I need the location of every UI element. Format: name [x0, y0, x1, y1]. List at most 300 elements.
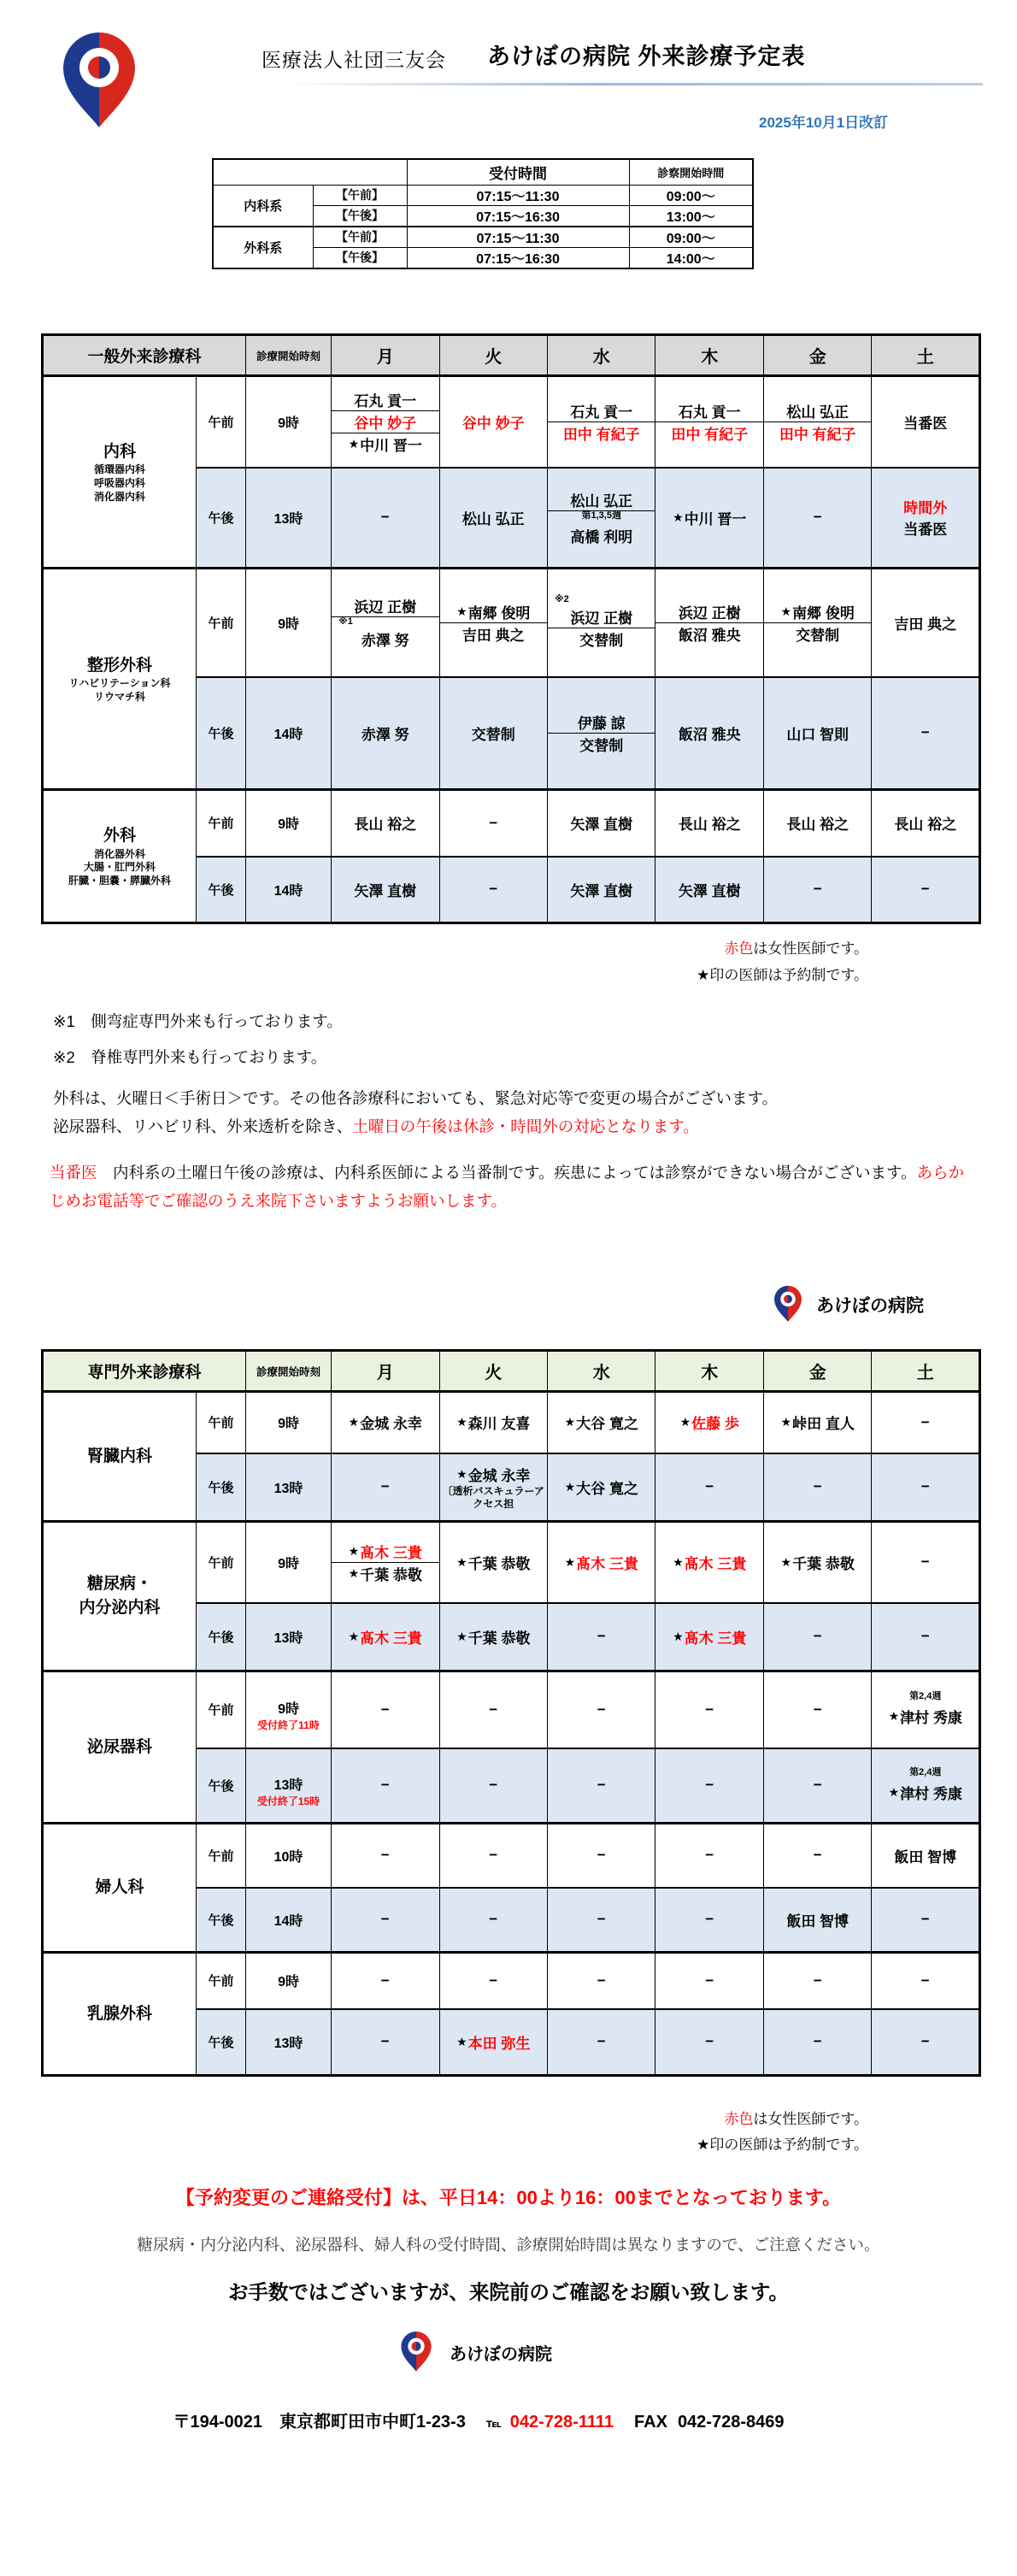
schedule-cell — [332, 1824, 439, 1888]
reservation-star-icon: ★ — [456, 604, 467, 618]
doctor-name — [440, 1464, 547, 1485]
notice-paragraph-2 — [50, 1158, 973, 1215]
reservation-star-icon: ★ — [348, 1415, 360, 1429]
hours-attention-note: 糖尿病・内分泌内科、泌尿器科、婦人科の受付時間、診療開始時間は異なりますので、ご注意ください。 — [137, 2236, 880, 2254]
reservation-star-icon: ★ — [456, 1554, 467, 1569]
cell-entry — [548, 1477, 655, 1498]
legend-reservation: ★印の医師は予約制です。 — [697, 2137, 868, 2153]
schedule-cell — [439, 857, 547, 923]
street-address: 東京都町田市中町1-23-3 — [279, 2413, 466, 2432]
department-column-header: 専門外来診療科 — [43, 1351, 246, 1392]
doctor-name — [440, 1701, 547, 1718]
doctor-name — [872, 517, 979, 539]
cell-entry — [440, 1626, 547, 1648]
schedule-cell — [547, 468, 655, 569]
cell-entry — [332, 812, 438, 834]
exam-start-time: 13:00～ — [629, 205, 753, 227]
doctor-name-text: 佐藤 歩 — [691, 1416, 739, 1433]
doctor-name-text: 髙木 三貴 — [360, 1630, 422, 1647]
cell-entry — [655, 1552, 762, 1573]
department-cell — [43, 1824, 197, 1953]
start-time-cell — [246, 1453, 332, 1522]
doctor-name — [548, 1777, 655, 1794]
department-cell — [43, 1392, 197, 1522]
doctor-name-text: − — [920, 1553, 930, 1571]
start-time-column-header: 診療開始時刻 — [246, 335, 332, 376]
schedule-row — [43, 1671, 980, 1748]
schedule-cell — [763, 1522, 871, 1603]
schedule-cell — [763, 1603, 871, 1671]
start-time-cell — [246, 2009, 332, 2076]
period-cell: 午後 — [197, 1453, 246, 1522]
hospital-logo-row-3 — [398, 2331, 552, 2373]
schedule-cell — [547, 376, 655, 468]
hospital-logo-icon — [772, 1285, 804, 1323]
start-time-cell — [246, 1748, 332, 1824]
department-name: 外科 — [103, 827, 136, 846]
schedule-cell — [332, 2009, 439, 2076]
cell-entry — [872, 1478, 979, 1495]
cell-entry — [440, 622, 547, 645]
cell-entry — [548, 1911, 655, 1928]
reception-row — [213, 185, 753, 205]
cell-entry — [764, 509, 871, 526]
doctor-name — [764, 1701, 871, 1718]
period-cell: 午前 — [197, 1824, 246, 1888]
cell-annotation: ※1 — [338, 616, 353, 628]
reception-time-header: 受付時間 — [407, 159, 629, 185]
department-subname: 肝臓・胆嚢・膵臓外科 — [68, 875, 171, 887]
cell-entry — [548, 1847, 655, 1864]
doctor-name-text: 当番医 — [903, 415, 948, 432]
start-time-cell — [246, 790, 332, 857]
organization-name: 医療法人社団三友会 — [262, 49, 446, 71]
doctor-name — [440, 1412, 547, 1433]
doctor-name-text: − — [705, 1847, 714, 1864]
reception-group: 内科系 — [213, 185, 313, 227]
doctor-name-text: − — [920, 1628, 930, 1645]
cell-entry — [872, 411, 979, 433]
doctor-name — [655, 1412, 762, 1433]
schedule-cell — [332, 1888, 439, 1953]
cell-entry — [440, 1552, 547, 1573]
doctor-name-text: − — [920, 724, 930, 741]
schedule-cell — [872, 1953, 980, 2009]
schedule-row — [43, 1953, 980, 2009]
cell-entry — [440, 411, 547, 433]
doctor-name — [548, 1628, 655, 1645]
notice-line-2-black: 泌尿器科、リハビリ科、外来透析を除き、 — [53, 1117, 353, 1135]
cell-entry — [440, 1911, 547, 1928]
doctor-name-text: − — [920, 881, 930, 898]
schedule-cell — [872, 468, 980, 569]
cell-entry — [548, 1552, 655, 1573]
schedule-cell — [439, 790, 547, 857]
doctor-name — [332, 1563, 438, 1584]
doctor-name — [764, 1412, 871, 1433]
doctor-name-text: − — [705, 1478, 714, 1495]
period-cell: 午前 — [197, 1953, 246, 2009]
doctor-name — [548, 1412, 655, 1433]
cell-entry — [332, 1412, 438, 1433]
cell-entry — [440, 2031, 547, 2053]
schedule-row — [43, 569, 980, 677]
department-name: 内科 — [103, 442, 136, 461]
cell-entry — [764, 1972, 871, 1989]
cell-entry — [764, 1701, 871, 1718]
cell-entry — [548, 1628, 655, 1645]
start-time-value: 13時 — [273, 2036, 303, 2051]
department-subname: リハビリテーション科 — [68, 677, 171, 690]
doctor-name-text: 南郷 俊明 — [792, 604, 855, 622]
period-cell: 午後 — [197, 1603, 246, 1671]
doctor-name — [440, 1485, 547, 1511]
period-cell: 午後 — [197, 677, 246, 790]
schedule-cell — [655, 2009, 763, 2076]
doctor-name-text: 髙木 三貴 — [684, 1555, 747, 1572]
doctor-name-text: − — [597, 2033, 606, 2050]
schedule-cell — [332, 569, 439, 677]
doctor-name — [655, 879, 762, 900]
day-column-header: 火 — [439, 1351, 547, 1392]
department-cell — [43, 569, 197, 790]
specialist-schedule-table — [41, 1349, 981, 2077]
doctor-name-text: 中川 晋一 — [360, 437, 422, 454]
schedule-cell — [655, 569, 763, 677]
doctor-name — [872, 724, 979, 741]
start-time-value: 9時 — [278, 1702, 299, 1718]
doctor-name-text: 矢澤 直樹 — [570, 816, 633, 834]
reservation-star-icon: ★ — [679, 1415, 691, 1429]
hospital-address — [0, 2408, 957, 2432]
cell-annotation: 第1,3,5週 — [581, 510, 621, 521]
schedule-cell — [547, 677, 655, 790]
doctor-name-text: 矢澤 直樹 — [570, 882, 633, 899]
doctor-name — [440, 507, 547, 528]
general-schedule-table — [41, 333, 981, 924]
schedule-cell — [763, 2009, 871, 2076]
doctor-name — [764, 509, 871, 526]
period-cell: 午後 — [197, 1748, 246, 1824]
cell-entry — [764, 1909, 871, 1931]
cell-entry — [548, 421, 655, 444]
doctor-name — [548, 1911, 655, 1928]
doctor-name — [655, 422, 762, 444]
schedule-cell — [872, 1522, 980, 1603]
doctor-name — [764, 722, 871, 744]
doctor-name — [872, 1628, 979, 1645]
doctor-name-text: 津村 秀康 — [900, 1785, 962, 1802]
doctor-name — [548, 422, 655, 444]
schedule-cell — [439, 569, 547, 677]
cell-entry — [655, 812, 762, 834]
doctor-name-text: − — [597, 1777, 606, 1794]
doctor-name-text: − — [489, 881, 498, 898]
cell-entry — [332, 1847, 438, 1864]
doctor-name-text: − — [380, 1911, 390, 1928]
schedule-header-row — [43, 335, 980, 376]
cell-entry — [872, 1768, 979, 1803]
doctor-name — [655, 722, 762, 744]
reception-period: 【午後】 — [313, 205, 407, 227]
reservation-star-icon: ★ — [564, 1554, 576, 1569]
cell-entry — [872, 517, 979, 539]
start-time-value: 9時 — [278, 1556, 299, 1571]
doctor-name — [872, 1414, 979, 1431]
cell-entry — [548, 1412, 655, 1433]
doctor-name-text: 交替制 — [579, 737, 624, 754]
reservation-change-notice: 【予約変更のご連絡受付】は、平日14：00より16：00までとなっております。 — [175, 2187, 842, 2208]
schedule-cell — [547, 1953, 655, 2009]
start-time-cell — [246, 1522, 332, 1603]
exam-start-header: 診察開始時間 — [629, 159, 753, 185]
schedule-cell — [655, 1953, 763, 2009]
cell-entry — [872, 496, 979, 517]
schedule-cell — [872, 569, 980, 677]
reception-period: 【午前】 — [313, 185, 407, 205]
department-column-header: 一般外来診療科 — [43, 335, 246, 376]
reservation-star-icon: ★ — [456, 1629, 467, 1643]
cell-entry — [332, 879, 438, 900]
cell-entry — [332, 1972, 438, 1989]
doctor-name-text: 森川 友喜 — [467, 1416, 531, 1433]
cell-annotation: 第2,4週 — [909, 1691, 942, 1702]
doctor-name-text: − — [380, 2033, 390, 2050]
cell-entry — [332, 1562, 438, 1584]
schedule-cell — [547, 2009, 655, 2076]
cell-entry — [548, 595, 655, 628]
doctor-name — [440, 1911, 547, 1928]
doctor-name — [332, 1478, 438, 1495]
schedule-cell — [655, 677, 763, 790]
schedule-cell — [763, 1824, 871, 1888]
cell-entry — [655, 1972, 762, 1989]
doctor-name-text: − — [920, 1911, 930, 1928]
schedule-cell — [439, 468, 547, 569]
cell-entry — [548, 510, 655, 546]
cell-entry — [548, 1972, 655, 1989]
start-time-value: 9時 — [278, 616, 299, 632]
cell-entry — [655, 722, 762, 744]
schedule-cell — [655, 1671, 763, 1748]
doctor-name — [332, 389, 438, 410]
cell-entry — [332, 1626, 438, 1648]
doctor-name-text: − — [705, 1701, 714, 1718]
department-cell — [43, 376, 197, 569]
department-name: 糖尿病・ 内分泌内科 — [79, 1575, 161, 1617]
cell-entry — [764, 1412, 871, 1433]
period-cell: 午後 — [197, 468, 246, 569]
schedule-cell — [872, 376, 980, 468]
doctor-name — [440, 1552, 547, 1573]
period-cell: 午前 — [197, 1522, 246, 1603]
doctor-name-text: 当番医 — [903, 522, 948, 539]
doctor-name-text: − — [813, 1628, 822, 1645]
doctor-name — [548, 489, 655, 510]
doctor-name — [332, 1412, 438, 1433]
department-subname: リウマチ科 — [93, 690, 145, 703]
cell-entry — [764, 812, 871, 834]
schedule-cell — [763, 1748, 871, 1824]
schedule-row — [43, 1824, 980, 1888]
doctor-name-text: 千葉 恭敬 — [467, 1555, 531, 1572]
start-time-column-header: 診療開始時刻 — [246, 1351, 332, 1392]
cell-entry — [872, 1845, 979, 1866]
cell-entry — [764, 400, 871, 421]
doctor-name — [440, 722, 547, 744]
start-time-value: 13時 — [273, 1481, 303, 1496]
cell-entry — [548, 489, 655, 510]
doctor-name — [548, 1972, 655, 1989]
doctor-name-text: 金城 永幸 — [467, 1467, 531, 1484]
doctor-name-text: 大谷 寛之 — [576, 1480, 638, 1497]
period-cell: 午前 — [197, 790, 246, 857]
postal-code: 〒194-0021 — [173, 2413, 263, 2432]
doctor-name — [332, 595, 438, 616]
doctor-name-text: 谷中 妙子 — [461, 415, 525, 432]
reception-table — [212, 158, 754, 269]
department-name: 乳腺外科 — [86, 2004, 152, 2023]
cell-entry — [332, 722, 438, 744]
department-name: 整形外科 — [86, 656, 152, 675]
schedule-cell — [547, 1522, 655, 1603]
doctor-name-text: − — [705, 1911, 714, 1928]
doctor-name — [764, 2033, 871, 2050]
start-time-value: 9時 — [278, 1975, 299, 1990]
reservation-star-icon: ★ — [348, 1565, 360, 1580]
legend-general — [697, 935, 868, 988]
doctor-name — [655, 1552, 762, 1573]
doctor-name — [655, 2033, 762, 2050]
day-column-header: 土 — [872, 1351, 980, 1392]
schedule-cell — [763, 1953, 871, 2009]
doctor-name — [548, 2033, 655, 2050]
schedule-cell — [439, 1453, 547, 1522]
department-name: 婦人科 — [95, 1878, 144, 1897]
schedule-cell — [763, 677, 871, 790]
schedule-cell — [547, 1671, 655, 1748]
doctor-name-text: − — [705, 1972, 714, 1989]
exam-start-time: 14:00～ — [629, 247, 753, 268]
legend-red-rest: は女性医師です。 — [753, 2111, 868, 2127]
doctor-name — [548, 1847, 655, 1864]
start-time-cell — [246, 376, 332, 468]
cell-entry — [440, 1485, 547, 1511]
schedule-cell — [332, 1392, 439, 1453]
department-subname: 消化器外科 — [93, 847, 145, 860]
fax-label: FAX — [634, 2413, 667, 2432]
cell-entry — [440, 881, 547, 898]
doctor-name-text: − — [380, 1972, 390, 1989]
doctor-name — [764, 1847, 871, 1864]
day-column-header: 木 — [655, 1351, 763, 1392]
cell-entry — [548, 812, 655, 834]
doctor-name-text: − — [813, 2033, 822, 2050]
doctor-name — [440, 411, 547, 433]
cell-entry — [764, 881, 871, 898]
schedule-cell — [439, 1671, 547, 1748]
doctor-name-text: 吉田 典之 — [461, 627, 525, 644]
reception-time: 07:15～16:30 — [407, 247, 629, 268]
doctor-name — [548, 525, 655, 546]
doctor-name — [655, 812, 762, 834]
schedule-cell — [332, 1522, 439, 1603]
legend-specialist — [697, 2107, 868, 2158]
doctor-name-text: 飯田 智博 — [786, 1913, 849, 1930]
doctor-name-text: − — [489, 1701, 498, 1718]
doctor-name — [655, 1847, 762, 1864]
cell-entry — [764, 622, 871, 645]
doctor-name — [764, 623, 871, 645]
doctor-name — [764, 1628, 871, 1645]
doctor-name-text: 長山 裕之 — [786, 816, 849, 834]
cell-entry — [548, 1701, 655, 1718]
period-cell: 午前 — [197, 1671, 246, 1748]
schedule-cell — [655, 468, 763, 569]
doctor-name — [872, 812, 979, 834]
exam-start-time: 09:00～ — [629, 185, 753, 205]
start-time-cell — [246, 857, 332, 923]
schedule-row — [43, 790, 980, 857]
reservation-star-icon: ★ — [888, 1709, 900, 1724]
reception-period: 【午後】 — [313, 247, 407, 268]
doctor-name-text: 長山 裕之 — [678, 816, 741, 834]
doctor-name — [548, 628, 655, 650]
cell-entry — [440, 815, 547, 832]
cell-entry — [764, 1777, 871, 1794]
cell-entry — [872, 1692, 979, 1727]
doctor-name-text: 本田 弥生 — [467, 2035, 531, 2052]
cell-entry — [332, 595, 438, 616]
cell-entry — [548, 733, 655, 755]
doctor-name — [548, 1477, 655, 1498]
cell-entry — [548, 400, 655, 421]
cell-entry — [764, 2033, 871, 2050]
reservation-star-icon: ★ — [780, 1554, 792, 1569]
schedule-cell — [332, 376, 439, 468]
period-cell: 午前 — [197, 376, 246, 468]
cell-entry — [764, 1628, 871, 1645]
reservation-star-icon: ★ — [348, 1543, 360, 1558]
cell-entry — [764, 1552, 871, 1573]
doctor-name — [872, 1972, 979, 1989]
reservation-star-icon: ★ — [673, 1554, 684, 1569]
reservation-star-icon: ★ — [673, 510, 684, 524]
start-time-cell — [246, 1671, 332, 1748]
doctor-name — [332, 1911, 438, 1928]
doctor-name-text: 交替制 — [471, 726, 515, 743]
schedule-cell — [547, 1888, 655, 1953]
department-cell — [43, 1671, 197, 1824]
cell-annotation: 第2,4週 — [909, 1766, 942, 1777]
cell-entry — [655, 601, 762, 622]
period-cell: 午後 — [197, 857, 246, 923]
start-time-value: 9時 — [278, 817, 299, 833]
doctor-name — [655, 1701, 762, 1718]
schedule-cell — [332, 677, 439, 790]
doctor-name — [332, 2033, 438, 2050]
cell-entry — [332, 616, 438, 650]
doctor-name-text: − — [813, 881, 822, 898]
cell-entry — [872, 1553, 979, 1571]
cell-entry — [872, 1911, 979, 1928]
schedule-cell — [332, 1453, 439, 1522]
doctor-name — [872, 1845, 979, 1866]
doctor-name-text: 松山 弘正 — [461, 510, 525, 528]
doctor-name — [655, 1626, 762, 1648]
doctor-name-text: − — [813, 1701, 822, 1718]
department-subname: 消化器内科 — [93, 490, 145, 503]
